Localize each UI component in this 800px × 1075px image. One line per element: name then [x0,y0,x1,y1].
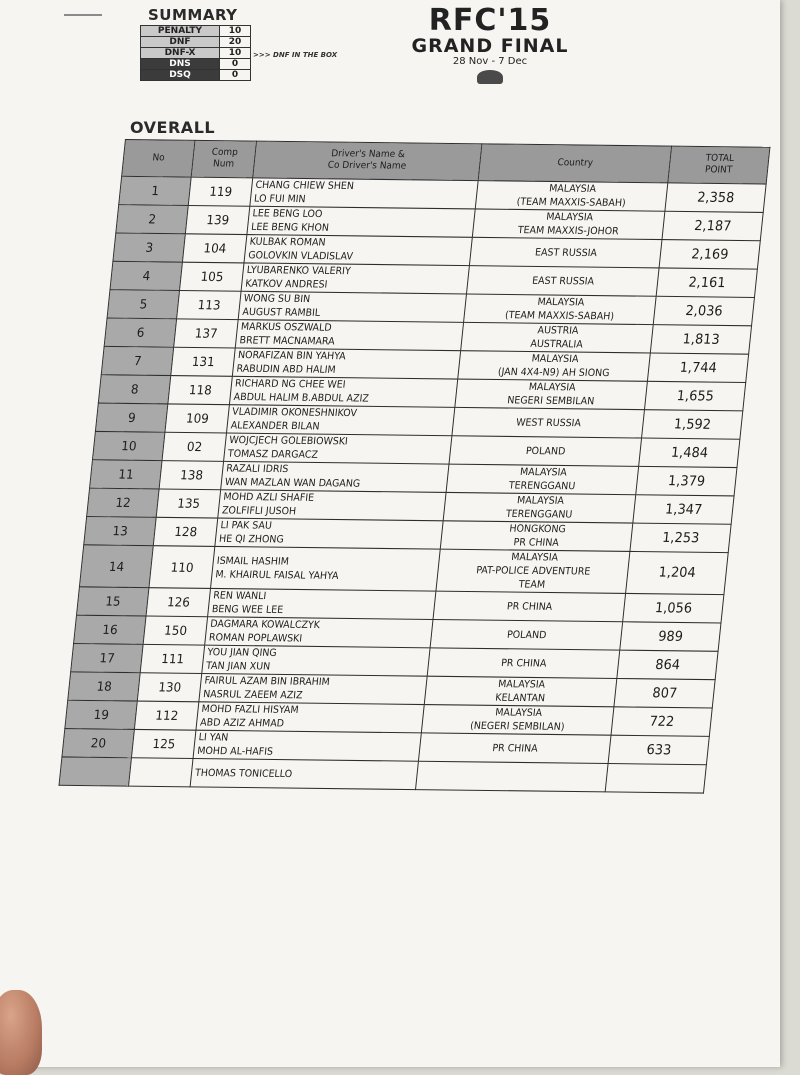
cell-comp-num: 109 [165,404,229,433]
cell-comp-num: 125 [132,729,196,758]
thumb [0,990,42,1075]
cell-names [202,645,430,676]
country-line1: WEST RUSSIA [515,416,582,429]
cell-comp-num: 137 [174,319,238,348]
cell-comp-num [129,758,193,787]
cell-comp-num: 150 [144,616,208,645]
cell-total-point: 1,253 [630,523,731,553]
driver-name: LEE BENG LOO [251,207,323,221]
country-line2: (TEAM MAXXIS-SABAH) [504,309,615,323]
cell-total-point: 1,347 [633,495,734,525]
summary-label: DNF [141,37,220,48]
codriver-name: MOHD AL-HAFIS [196,745,274,758]
country-line1: EAST RUSSIA [534,246,598,259]
cell-country [440,521,633,552]
summary-row [141,59,251,70]
cell-no: 8 [98,375,171,404]
summary-label: PENALTY [141,26,220,37]
cell-total-point: 2,169 [660,240,761,270]
cell-no [59,757,132,786]
country-line2: TEAM MAXXIS-JOHOR [517,224,620,238]
country-line2: KELANTAN [494,692,546,705]
country-line1: MALAYSIA [536,296,585,309]
country-line1: PR CHINA [506,600,553,613]
header-total-line2: POINT [704,164,733,176]
country-line2: (JAN 4X4-N9) AH SIONG [497,366,610,380]
codriver-name: TAN JIAN XUN [205,660,271,673]
driver-name: RICHARD NG CHEE WEI [234,377,346,391]
cell-total-point: 1,655 [645,381,746,411]
summary-label: DSQ [141,70,220,81]
codriver-name: TOMASZ DARGACZ [227,448,319,461]
cell-total-point: 2,358 [665,183,766,213]
country-line1: AUSTRIA [536,324,579,337]
cell-total-point: 2,187 [662,211,763,241]
cell-no: 15 [77,587,150,616]
cell-country [416,761,609,792]
codriver-name: NASRUL ZAEEM AZIZ [202,688,304,702]
cell-comp-num: 135 [157,489,221,518]
cell-names [221,461,449,492]
summary-row [141,70,251,81]
summary-table [140,25,251,81]
cell-names [205,617,433,648]
country-line2: TERENGGANU [508,480,576,493]
cell-total-point: 1,592 [642,410,743,440]
codriver-name: ALEXANDER BILAN [230,419,320,433]
cell-country [467,266,660,297]
cell-total-point: 989 [620,622,721,652]
cell-total-point: 722 [611,707,712,737]
cell-no: 1 [119,176,192,205]
header-total-line1: TOTAL [705,153,735,165]
codriver-name: GOLOVKIN VLADISLAV [247,249,354,263]
header-country: Country [478,144,672,183]
country-line3: TEAM [518,579,546,591]
codriver-name: ABDUL HALIM B.ABDUL AZIZ [233,391,370,405]
cell-country [433,591,626,622]
cell-comp-num: 111 [141,644,205,673]
cell-comp-num: 113 [177,291,241,320]
country-line1: MALAYSIA [497,678,546,691]
driver-name: VLADIMIR OKONESHNIKOV [231,406,358,420]
cell-names [218,490,446,521]
driver-name: REN WANLI [212,590,267,603]
cell-comp-num: 104 [183,234,247,263]
cell-names [196,702,424,733]
summary-value: 0 [220,59,251,70]
country-line2: (TEAM MAXXIS-SABAH) [516,196,627,210]
cell-total-point: 1,379 [636,466,737,496]
cell-country [446,464,639,495]
header-comp-line1: Comp [211,147,239,159]
country-line1: MALAYSIA [545,211,594,224]
driver-name: NORAFIZAN BIN YAHYA [237,349,347,363]
summary-value: 0 [220,70,251,81]
country-line1: MALAYSIA [516,494,565,507]
cell-country [464,294,657,325]
codriver-name: M. KHAIRUL FAISAL YAHYA [214,568,340,582]
cell-names [190,759,418,790]
cell-comp-num: 110 [149,546,214,589]
codriver-name: ZOLFIFLI JUSOH [221,504,297,518]
page-mark [64,14,102,16]
summary-value: 10 [220,26,251,37]
event-emblem-icon [477,70,503,84]
driver-name: MOHD FAZLI HISYAM [200,703,300,717]
cell-names [193,730,421,761]
cell-names [250,178,478,209]
country-line2: NEGERI SEMBILAN [506,394,595,408]
cell-total-point: 1,744 [648,353,749,383]
cell-country [455,379,648,410]
summary-value: 20 [220,37,251,48]
cell-total-point: 1,204 [626,551,728,594]
cell-country [449,436,642,467]
cell-country [424,676,617,707]
event-subtitle: GRAND FINAL [411,35,569,57]
cell-comp-num: 126 [147,588,211,617]
country-line1 [418,775,607,777]
cell-no: 10 [93,431,166,460]
cell-total-point: 1,056 [623,593,724,623]
driver-name: WOJCJECH GOLEBIOWSKI [228,434,349,448]
cell-no: 18 [68,672,141,701]
cell-comp-num: 118 [168,376,232,405]
codriver-name: BRETT MACNAMARA [238,334,336,348]
driver-name: RAZALI IDRIS [225,462,289,476]
cell-names [247,206,475,237]
cell-country [461,322,654,353]
summary-label: DNF-X [141,48,220,59]
driver-name: LI YAN [198,731,229,744]
country-line2: AUSTRALIA [529,338,584,351]
codriver-name: WAN MAZLAN WAN DAGANG [224,476,361,490]
cell-comp-num: 105 [180,262,244,291]
country-line2: (NEGERI SEMBILAN) [469,720,566,734]
cell-comp-num: 130 [138,673,202,702]
header-comp-line2: Num [212,158,235,170]
cell-country [458,351,651,382]
cell-total-point: 807 [614,678,715,708]
header-driver-line2: Co Driver's Name [327,160,407,172]
country-line1: EAST RUSSIA [531,274,595,288]
cell-names [244,235,472,266]
driver-name: CHANG CHIEW SHEN [254,179,355,193]
cell-country [430,619,623,650]
cell-total-point: 2,161 [657,268,758,298]
header-driver [253,141,482,180]
codriver-name: ABD AZIZ AHMAD [199,717,285,730]
cell-country [419,733,612,764]
cell-total-point: 1,813 [651,325,752,355]
cell-country [452,407,645,438]
cell-no: 3 [113,233,186,262]
summary-label: DNS [141,59,220,70]
country-line1: MALAYSIA [531,353,580,366]
cell-total-point: 1,484 [639,438,740,468]
overall-table-wrap [58,139,770,794]
cell-comp-num: 112 [135,701,199,730]
country-line1: MALAYSIA [528,381,577,394]
summary-row [141,26,251,37]
driver-name: YOU JIAN QING [206,646,278,660]
cell-country [472,209,665,240]
cell-names [241,263,469,294]
cell-no: 7 [101,346,174,375]
driver-name: DAGMARA KOWALCZYK [209,618,321,632]
event-title: RFC'15 [428,3,552,38]
cell-country [443,492,636,523]
cell-no: 20 [62,729,135,758]
country-line2 [418,775,607,777]
cell-no: 16 [74,615,147,644]
cell-total-point: 864 [617,650,718,680]
country-line1: MALAYSIA [519,466,568,479]
codriver-name: RABUDIN ABD HALIM [235,363,337,376]
driver-name: MARKUS OSZWALD [240,321,333,334]
cell-names [238,291,466,322]
cell-names [224,433,452,464]
cell-country [427,648,620,679]
codriver-name: BENG WEE LEE [211,603,284,617]
cell-no: 14 [79,545,153,588]
event-dates: 28 Nov - 7 Dec [452,56,528,67]
country-line2: PAT-POLICE ADVENTURE [475,564,591,578]
header-no: No [122,140,196,178]
cell-country [470,237,663,268]
cell-names [215,518,443,549]
summary-title: SUMMARY [148,6,238,24]
cell-no: 17 [71,644,144,673]
country-line1: MALAYSIA [548,183,597,196]
cell-names [229,376,457,407]
codriver-name: LEE BENG KHON [250,221,330,234]
driver-name: LI PAK SAU [219,519,273,532]
cell-total-point [606,764,707,794]
cell-names [211,546,441,591]
codriver-name: LO FUI MIN [253,193,307,206]
country-line1: PR CHINA [491,742,539,755]
cell-no: 4 [110,261,183,290]
cell-country [475,181,668,212]
event-logo [395,3,585,84]
cell-no: 19 [65,700,138,729]
cell-comp-num: 119 [189,177,253,206]
country-line2: TERENGGANU [505,508,573,521]
cell-comp-num: 131 [171,347,235,376]
summary-note: >>> DNF IN THE BOX [253,51,338,59]
country-line1: POLAND [506,628,547,641]
driver-name: LYUBARENKO VALERIY [246,264,352,278]
cell-comp-num: 02 [162,432,226,461]
codriver-name: AUGUST RAMBIL [241,306,321,320]
cell-no: 9 [95,403,168,432]
country-line1: POLAND [525,445,566,458]
codriver-name: HE QI ZHONG [218,533,285,546]
cell-total-point: 633 [609,735,710,765]
header-driver-line1: Driver's Name & [330,148,406,161]
driver-name: FAIRUL AZAM BIN IBRAHIM [203,675,331,689]
cell-country [436,549,630,593]
cell-no: 6 [104,318,177,347]
country-line1: MALAYSIA [510,551,559,564]
country-line2: PR CHINA [512,536,560,549]
summary-row [141,48,251,59]
cell-comp-num: 138 [160,461,224,490]
driver-name: WONG SU BIN [243,292,311,306]
cell-no: 12 [87,488,160,517]
overall-title: OVERALL [130,118,216,137]
driver-name: THOMAS TONICELLO [194,766,293,780]
codriver-name: ROMAN POPLAWSKI [208,632,303,645]
cell-country [421,705,614,736]
header-total [668,146,770,184]
cell-names [235,320,463,351]
cell-names [199,673,427,704]
country-line1: MALAYSIA [494,706,543,720]
summary-value: 10 [220,48,251,59]
cell-names [232,348,460,379]
cell-total-point: 2,036 [654,296,755,326]
overall-table [58,139,770,794]
codriver-name: KATKOV ANDRESI [244,278,328,291]
cell-names [227,405,455,436]
cell-no: 11 [90,460,163,489]
cell-comp-num: 128 [154,517,218,546]
header-comp [192,140,257,177]
driver-name: KULBAK ROMAN [249,236,327,249]
driver-name: MOHD AZLI SHAFIE [222,491,315,504]
cell-no: 2 [116,205,189,234]
country-line1: HONGKONG [508,523,567,536]
driver-name: ISMAIL HASHIM [216,554,290,568]
cell-comp-num: 139 [186,205,250,234]
country-line3 [418,775,607,777]
cell-no: 5 [107,290,180,319]
cell-names [208,588,436,619]
summary-row [141,37,251,48]
cell-no: 13 [84,516,157,545]
country-line1: PR CHINA [500,657,547,670]
